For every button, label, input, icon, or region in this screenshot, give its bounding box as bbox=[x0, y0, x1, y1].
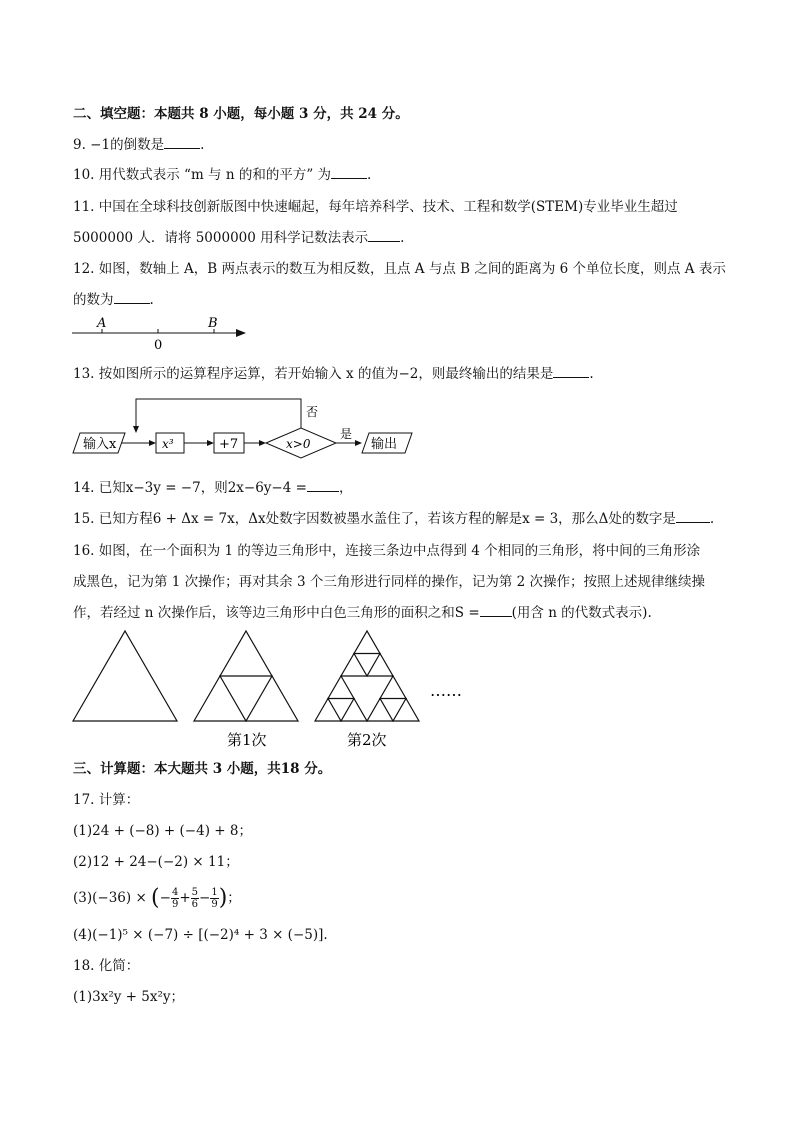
question-text: 9. −1的倒数是 bbox=[73, 137, 165, 153]
question-18-title: 18. 化简： bbox=[73, 958, 140, 974]
plus-sign: + bbox=[179, 890, 191, 906]
question-text: 15. 已知方程6 + Δx = 7x，Δx处数字因数被墨水盖住了，若该方程的解是x = 3，那么Δ处的数字是 bbox=[73, 511, 676, 527]
answer-blank bbox=[368, 229, 400, 242]
punct: . bbox=[367, 167, 372, 183]
triangle-original bbox=[73, 631, 177, 721]
question-16-line2: 成黑色，记为第 1 次操作；再对其余 3 个三角形进行同样的操作，记为第 2 次操作；按照上述规律继续操 bbox=[73, 574, 706, 590]
question-16-line3 bbox=[73, 603, 652, 623]
cube-label: x³ bbox=[162, 437, 174, 451]
ellipsis: …… bbox=[430, 681, 462, 700]
minus-sign: − bbox=[199, 890, 211, 906]
denominator: 9 bbox=[171, 899, 179, 910]
question-text: 13. 按如图所示的运算程序运算，若开始输入 x 的值为−2，则最终输出的结果是 bbox=[73, 366, 554, 382]
question-text: 的数为 bbox=[73, 292, 114, 308]
section-heading: 三、计算题：本大题共 3 小题，共18 分。 bbox=[73, 761, 332, 777]
numerator: 5 bbox=[191, 887, 199, 898]
add-label: +7 bbox=[219, 437, 239, 452]
answer-blank bbox=[331, 166, 367, 179]
punct: . bbox=[709, 511, 715, 527]
flowchart-figure bbox=[70, 393, 420, 463]
question-17-part1: (1)24 + (−8) + (−4) + 8； bbox=[73, 823, 252, 839]
numerator: 4 bbox=[171, 887, 179, 898]
punct: ， bbox=[338, 480, 353, 496]
minus-sign: − bbox=[159, 890, 171, 906]
triangle-step1 bbox=[194, 631, 298, 721]
question-text: 5000000 人．请将 5000000 用科学记数法表示 bbox=[73, 230, 369, 246]
question-9 bbox=[73, 135, 204, 155]
section-heading: 二、填空题：本题共 8 小题，每小题 3 分，共 24 分。 bbox=[73, 106, 409, 122]
no-label: 否 bbox=[306, 405, 319, 419]
punct: ； bbox=[227, 890, 241, 906]
number-line-figure bbox=[70, 315, 255, 355]
triangle-step2 bbox=[315, 631, 419, 721]
punct: . bbox=[589, 366, 594, 382]
punct: . bbox=[200, 137, 205, 153]
condition-label: x>0 bbox=[286, 437, 311, 451]
question-text: (用含 n 的代数式表示). bbox=[511, 605, 652, 621]
caption-step1: 第1次 bbox=[227, 731, 267, 749]
punct: . bbox=[400, 230, 405, 246]
paren-open: ( bbox=[151, 885, 160, 911]
question-11-line1: 11. 中国在全球科技创新版图中快速崛起，每年培养科学、技术、工程和数学(STEM)专业毕业生超过 bbox=[73, 199, 678, 215]
question-18-part1: (1)3x²y + 5x²y； bbox=[73, 989, 184, 1005]
axis-arrow bbox=[236, 329, 246, 337]
denominator: 6 bbox=[191, 899, 199, 910]
question-12-line1: 12. 如图，数轴上 A，B 两点表示的数互为相反数，且点 A 与点 B 之间的距离为 6 个单位长度，则点 A 表示 bbox=[73, 261, 726, 277]
question-17-part2: (2)12 + 24−(−2) × 11； bbox=[73, 854, 239, 870]
answer-blank bbox=[307, 479, 339, 492]
question-14 bbox=[73, 478, 352, 498]
yes-label: 是 bbox=[340, 427, 353, 441]
label-a: A bbox=[97, 316, 107, 331]
question-16-line1: 16. 如图，在一个面积为 1 的等边三角形中，连接三条边中点得到 4 个相同的三角形，将中间的三角形涂 bbox=[73, 543, 701, 559]
label-zero: 0 bbox=[154, 338, 163, 353]
question-13 bbox=[73, 364, 594, 384]
numerator: 1 bbox=[211, 887, 218, 898]
question-17-part3 bbox=[73, 884, 241, 913]
triangles-figure bbox=[70, 628, 490, 753]
arrow-head bbox=[355, 440, 362, 446]
answer-blank bbox=[676, 510, 710, 523]
question-text: 10. 用代数式表示 “m 与 n 的和的平方” 为 bbox=[73, 167, 332, 183]
question-text: 作，若经过 n 次操作后，该等边三角形中白色三角形的面积之和S = bbox=[73, 605, 480, 621]
question-17-part4: (4)(−1)⁵ × (−7) ÷ [(−2)⁴ + 3 × (−5)]. bbox=[73, 927, 328, 943]
label-b: B bbox=[208, 316, 218, 331]
answer-blank bbox=[164, 136, 200, 149]
question-17-title: 17. 计算： bbox=[73, 792, 140, 808]
answer-blank bbox=[553, 365, 589, 378]
arrow-head bbox=[207, 440, 214, 446]
punct: . bbox=[149, 292, 154, 308]
arrow-head bbox=[149, 440, 156, 446]
arrow-head bbox=[133, 426, 139, 433]
paren-close: ) bbox=[218, 885, 228, 911]
expr-prefix: (3)(−36) × bbox=[73, 890, 152, 906]
output-label: 输出 bbox=[371, 437, 398, 452]
fraction bbox=[191, 887, 199, 910]
question-12-line2 bbox=[73, 290, 154, 310]
input-label: 输入x bbox=[83, 437, 117, 452]
caption-step2: 第2次 bbox=[347, 731, 387, 749]
question-15 bbox=[73, 509, 714, 529]
question-10 bbox=[73, 165, 371, 185]
denominator: 9 bbox=[211, 899, 218, 910]
question-text: 14. 已知x−3y = −7，则2x−6y−4 = bbox=[73, 480, 307, 496]
answer-blank bbox=[114, 291, 150, 304]
question-11-line2 bbox=[73, 228, 404, 248]
loop-line bbox=[136, 399, 301, 429]
fraction bbox=[210, 887, 218, 910]
answer-blank bbox=[480, 604, 512, 617]
